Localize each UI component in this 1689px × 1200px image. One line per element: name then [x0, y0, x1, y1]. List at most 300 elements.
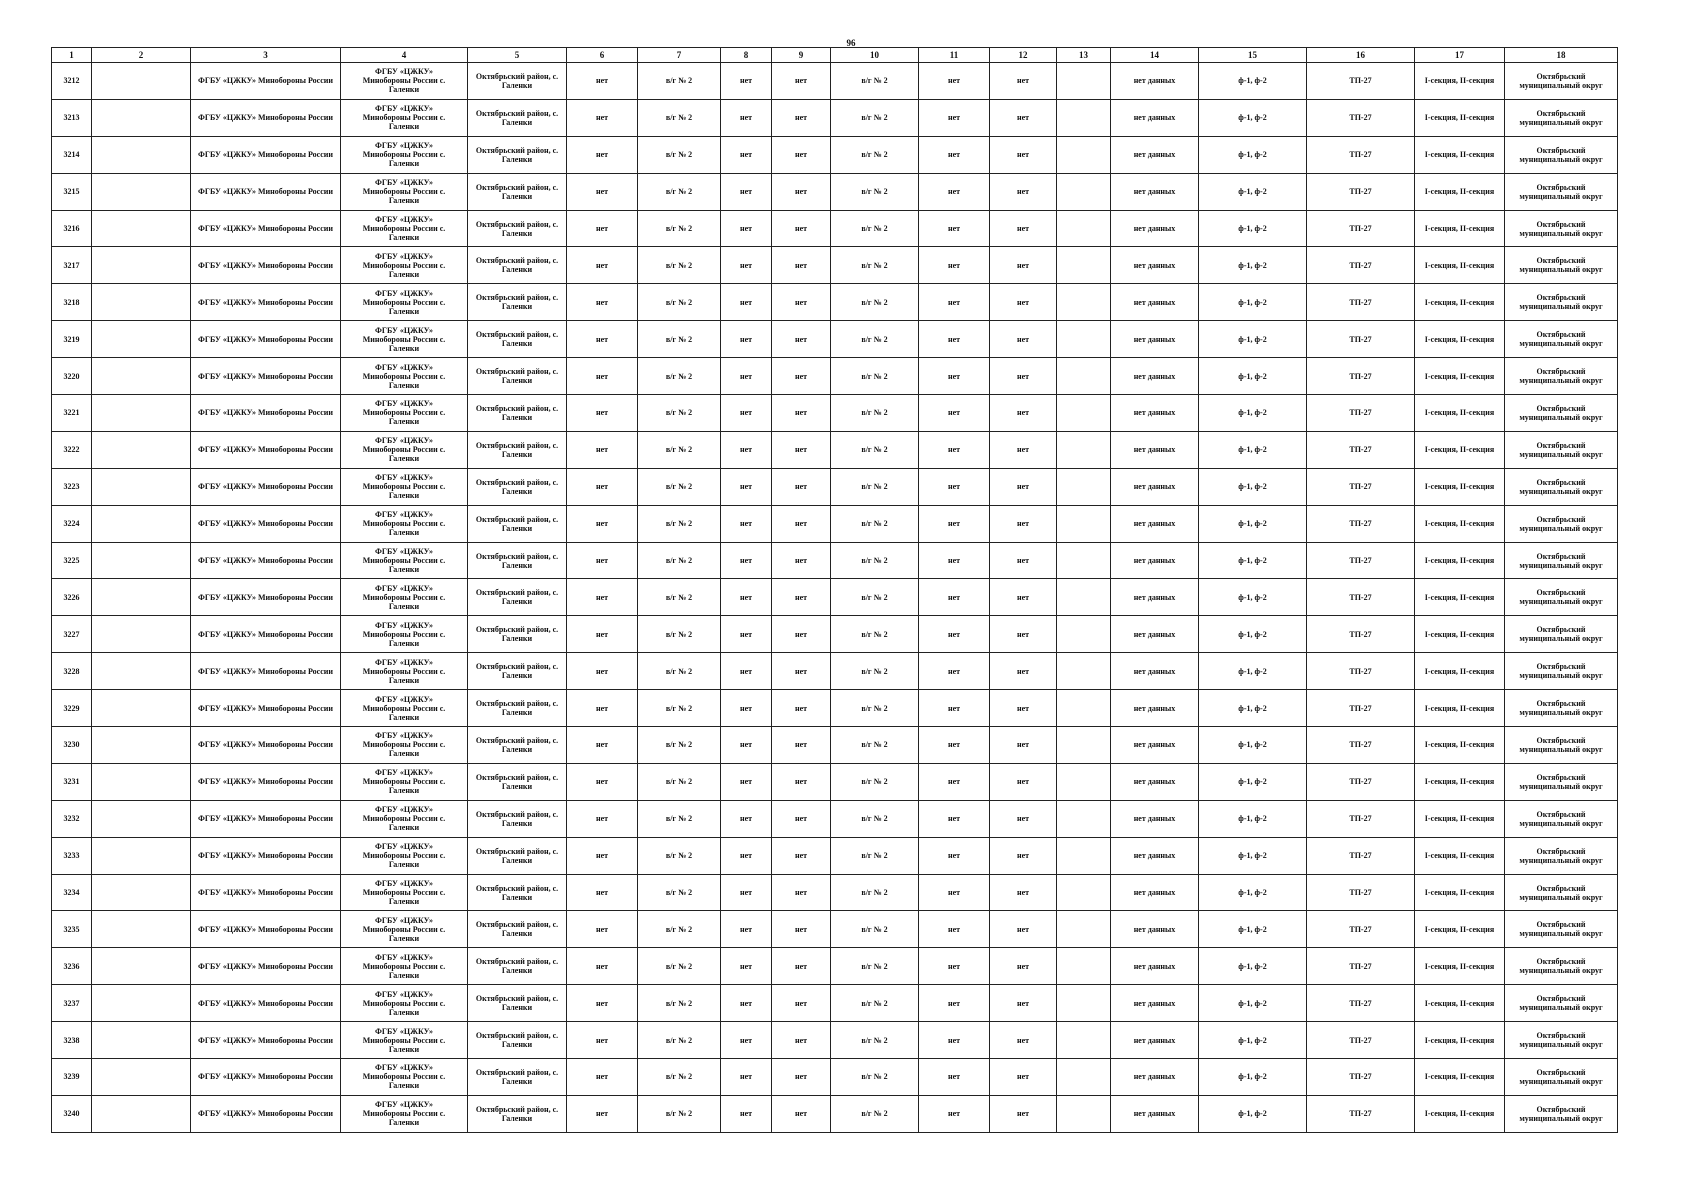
cell-col-13 — [1057, 1095, 1111, 1132]
cell-col-6: нет — [567, 727, 638, 764]
cell-substation: ТП-27 — [1307, 763, 1415, 800]
table-row — [52, 136, 1618, 173]
cell-col-14: нет данных — [1111, 247, 1199, 284]
operator-line: Галенки — [388, 675, 420, 685]
row-number: 3215 — [52, 173, 92, 210]
cell-address: Октябрьский район, с. Галенки — [468, 1022, 567, 1059]
cell-address: Октябрьский район, с. Галенки — [468, 173, 567, 210]
cell-col-11: нет — [919, 948, 990, 985]
cell-col-8: нет — [721, 1095, 772, 1132]
operator-line: Галенки — [388, 749, 420, 759]
cell-address: Октябрьский район, с. Галенки — [468, 358, 567, 395]
cell-col-11: нет — [919, 395, 990, 432]
cell-col-10: в/г № 2 — [831, 763, 919, 800]
cell-col-12: нет — [990, 136, 1057, 173]
operator-line: Галенки — [388, 601, 420, 611]
operator-line: Галенки — [388, 122, 420, 132]
cell-col-9: нет — [772, 1095, 831, 1132]
cell-col-13 — [1057, 727, 1111, 764]
cell-sections: I-секция, II-секция — [1415, 173, 1505, 210]
cell-operator — [341, 395, 468, 432]
row-number: 3213 — [52, 99, 92, 136]
cell-sections: I-секция, II-секция — [1415, 874, 1505, 911]
cell-feeders: ф-1, ф-2 — [1199, 616, 1307, 653]
cell-col-10: в/г № 2 — [831, 321, 919, 358]
cell-col-2 — [92, 431, 191, 468]
cell-col-13 — [1057, 247, 1111, 284]
cell-col-2 — [92, 284, 191, 321]
row-number: 3224 — [52, 505, 92, 542]
cell-feeders: ф-1, ф-2 — [1199, 727, 1307, 764]
cell-col-2 — [92, 1022, 191, 1059]
cell-col-6: нет — [567, 837, 638, 874]
cell-operator — [341, 358, 468, 395]
cell-col-8: нет — [721, 985, 772, 1022]
cell-substation: ТП-27 — [1307, 985, 1415, 1022]
cell-col-8: нет — [721, 284, 772, 321]
cell-organization: ФГБУ «ЦЖКУ» Минобороны России — [191, 247, 341, 284]
cell-col-9: нет — [772, 431, 831, 468]
cell-col-7: в/г № 2 — [638, 837, 721, 874]
cell-col-6: нет — [567, 616, 638, 653]
cell-organization: ФГБУ «ЦЖКУ» Минобороны России — [191, 653, 341, 690]
cell-sections: I-секция, II-секция — [1415, 321, 1505, 358]
cell-municipality: Октябрьский муниципальный округ — [1505, 579, 1618, 616]
cell-col-11: нет — [919, 874, 990, 911]
operator-line: ФГБУ «ЦЖКУ» — [375, 620, 433, 630]
cell-col-12: нет — [990, 1059, 1057, 1096]
cell-col-8: нет — [721, 948, 772, 985]
cell-col-13 — [1057, 63, 1111, 100]
table-row — [52, 173, 1618, 210]
cell-col-7: в/г № 2 — [638, 431, 721, 468]
cell-address: Октябрьский район, с. Галенки — [468, 948, 567, 985]
operator-line: Галенки — [388, 306, 420, 316]
operator-line: Минобороны России с. — [362, 556, 446, 566]
cell-sections: I-секция, II-секция — [1415, 985, 1505, 1022]
cell-operator — [341, 837, 468, 874]
column-header-15: 15 — [1199, 48, 1307, 63]
cell-col-14: нет данных — [1111, 874, 1199, 911]
cell-col-12: нет — [990, 358, 1057, 395]
column-header-10: 10 — [831, 48, 919, 63]
cell-col-12: нет — [990, 763, 1057, 800]
cell-feeders: ф-1, ф-2 — [1199, 431, 1307, 468]
cell-feeders: ф-1, ф-2 — [1199, 911, 1307, 948]
cell-operator — [341, 173, 468, 210]
cell-col-9: нет — [772, 985, 831, 1022]
cell-col-11: нет — [919, 505, 990, 542]
operator-line: Минобороны России с. — [362, 1035, 446, 1045]
cell-substation: ТП-27 — [1307, 468, 1415, 505]
cell-col-2 — [92, 985, 191, 1022]
cell-col-13 — [1057, 985, 1111, 1022]
row-number: 3219 — [52, 321, 92, 358]
cell-col-2 — [92, 173, 191, 210]
cell-col-11: нет — [919, 247, 990, 284]
cell-col-7: в/г № 2 — [638, 800, 721, 837]
cell-col-8: нет — [721, 800, 772, 837]
cell-col-12: нет — [990, 210, 1057, 247]
cell-substation: ТП-27 — [1307, 874, 1415, 911]
table-row — [52, 321, 1618, 358]
cell-municipality: Октябрьский муниципальный округ — [1505, 99, 1618, 136]
row-number: 3235 — [52, 911, 92, 948]
cell-operator — [341, 653, 468, 690]
operator-line: Минобороны России с. — [362, 297, 446, 307]
row-number: 3238 — [52, 1022, 92, 1059]
cell-col-6: нет — [567, 542, 638, 579]
cell-feeders: ф-1, ф-2 — [1199, 837, 1307, 874]
cell-col-7: в/г № 2 — [638, 542, 721, 579]
cell-col-10: в/г № 2 — [831, 579, 919, 616]
cell-address: Октябрьский район, с. Галенки — [468, 136, 567, 173]
cell-address: Октябрьский район, с. Галенки — [468, 911, 567, 948]
table-row — [52, 727, 1618, 764]
cell-col-12: нет — [990, 1095, 1057, 1132]
cell-col-14: нет данных — [1111, 63, 1199, 100]
cell-municipality: Октябрьский муниципальный округ — [1505, 136, 1618, 173]
cell-operator — [341, 616, 468, 653]
cell-col-10: в/г № 2 — [831, 1095, 919, 1132]
cell-address: Октябрьский район, с. Галенки — [468, 579, 567, 616]
cell-sections: I-секция, II-секция — [1415, 1059, 1505, 1096]
operator-line: ФГБУ «ЦЖКУ» — [375, 399, 433, 409]
row-number: 3218 — [52, 284, 92, 321]
cell-operator — [341, 431, 468, 468]
cell-col-6: нет — [567, 63, 638, 100]
cell-col-13 — [1057, 948, 1111, 985]
cell-col-12: нет — [990, 579, 1057, 616]
cell-col-14: нет данных — [1111, 800, 1199, 837]
cell-feeders: ф-1, ф-2 — [1199, 1059, 1307, 1096]
column-header-18: 18 — [1505, 48, 1618, 63]
cell-sections: I-секция, II-секция — [1415, 727, 1505, 764]
cell-col-12: нет — [990, 542, 1057, 579]
cell-organization: ФГБУ «ЦЖКУ» Минобороны России — [191, 948, 341, 985]
cell-substation: ТП-27 — [1307, 911, 1415, 948]
cell-col-8: нет — [721, 468, 772, 505]
column-header-2: 2 — [92, 48, 191, 63]
cell-col-11: нет — [919, 911, 990, 948]
page-number: 96 — [846, 38, 856, 48]
cell-col-7: в/г № 2 — [638, 1022, 721, 1059]
operator-line: ФГБУ «ЦЖКУ» — [375, 67, 433, 77]
operator-line: ФГБУ «ЦЖКУ» — [375, 1063, 433, 1073]
cell-col-13 — [1057, 505, 1111, 542]
cell-operator — [341, 874, 468, 911]
table-row — [52, 948, 1618, 985]
cell-col-13 — [1057, 99, 1111, 136]
cell-col-10: в/г № 2 — [831, 210, 919, 247]
cell-col-9: нет — [772, 653, 831, 690]
cell-municipality: Октябрьский муниципальный округ — [1505, 616, 1618, 653]
cell-substation: ТП-27 — [1307, 321, 1415, 358]
cell-col-10: в/г № 2 — [831, 653, 919, 690]
cell-municipality: Октябрьский муниципальный округ — [1505, 395, 1618, 432]
cell-col-2 — [92, 247, 191, 284]
cell-substation: ТП-27 — [1307, 653, 1415, 690]
cell-sections: I-секция, II-секция — [1415, 431, 1505, 468]
cell-col-10: в/г № 2 — [831, 837, 919, 874]
cell-organization: ФГБУ «ЦЖКУ» Минобороны России — [191, 763, 341, 800]
cell-address: Октябрьский район, с. Галенки — [468, 727, 567, 764]
cell-col-10: в/г № 2 — [831, 800, 919, 837]
cell-organization: ФГБУ «ЦЖКУ» Минобороны России — [191, 800, 341, 837]
operator-line: Галенки — [388, 196, 420, 206]
cell-operator — [341, 505, 468, 542]
cell-col-7: в/г № 2 — [638, 63, 721, 100]
cell-address: Октябрьский район, с. Галенки — [468, 837, 567, 874]
table-row — [52, 358, 1618, 395]
cell-municipality: Октябрьский муниципальный округ — [1505, 505, 1618, 542]
operator-line: ФГБУ «ЦЖКУ» — [375, 288, 433, 298]
operator-line: Минобороны России с. — [362, 371, 446, 381]
cell-col-11: нет — [919, 173, 990, 210]
cell-address: Октябрьский район, с. Галенки — [468, 468, 567, 505]
operator-line: Минобороны России с. — [362, 224, 446, 233]
cell-organization: ФГБУ «ЦЖКУ» Минобороны России — [191, 1095, 341, 1132]
cell-feeders: ф-1, ф-2 — [1199, 284, 1307, 321]
operator-line: Минобороны России с. — [362, 150, 446, 160]
cell-municipality: Октябрьский муниципальный округ — [1505, 358, 1618, 395]
cell-address: Октябрьский район, с. Галенки — [468, 690, 567, 727]
column-header-9: 9 — [772, 48, 831, 63]
cell-col-9: нет — [772, 800, 831, 837]
column-header-7: 7 — [638, 48, 721, 63]
cell-sections: I-секция, II-секция — [1415, 505, 1505, 542]
operator-line: Галенки — [388, 565, 420, 575]
cell-organization: ФГБУ «ЦЖКУ» Минобороны России — [191, 210, 341, 247]
cell-sections: I-секция, II-секция — [1415, 616, 1505, 653]
cell-col-6: нет — [567, 321, 638, 358]
table-row — [52, 1095, 1618, 1132]
cell-col-14: нет данных — [1111, 1022, 1199, 1059]
cell-operator — [341, 1095, 468, 1132]
cell-col-2 — [92, 321, 191, 358]
cell-col-2 — [92, 727, 191, 764]
cell-col-9: нет — [772, 63, 831, 100]
operator-line: ФГБУ «ЦЖКУ» — [375, 104, 433, 114]
cell-col-6: нет — [567, 468, 638, 505]
cell-address: Октябрьский район, с. Галенки — [468, 284, 567, 321]
operator-line: Минобороны России с. — [362, 740, 446, 750]
operator-line: Минобороны России с. — [362, 814, 446, 824]
operator-line: Минобороны России с. — [362, 888, 446, 898]
cell-col-10: в/г № 2 — [831, 136, 919, 173]
cell-col-11: нет — [919, 985, 990, 1022]
cell-col-8: нет — [721, 99, 772, 136]
operator-line: Галенки — [388, 1007, 420, 1017]
cell-col-14: нет данных — [1111, 616, 1199, 653]
cell-operator — [341, 284, 468, 321]
cell-col-7: в/г № 2 — [638, 173, 721, 210]
cell-operator — [341, 1022, 468, 1059]
cell-col-7: в/г № 2 — [638, 985, 721, 1022]
operator-line: Минобороны России с. — [362, 260, 446, 270]
cell-col-9: нет — [772, 948, 831, 985]
cell-organization: ФГБУ «ЦЖКУ» Минобороны России — [191, 173, 341, 210]
cell-organization: ФГБУ «ЦЖКУ» Минобороны России — [191, 395, 341, 432]
cell-col-14: нет данных — [1111, 911, 1199, 948]
cell-col-6: нет — [567, 505, 638, 542]
cell-col-8: нет — [721, 247, 772, 284]
cell-col-6: нет — [567, 284, 638, 321]
row-number: 3231 — [52, 763, 92, 800]
table-row — [52, 1059, 1618, 1096]
cell-col-6: нет — [567, 247, 638, 284]
cell-col-14: нет данных — [1111, 173, 1199, 210]
cell-col-11: нет — [919, 1095, 990, 1132]
cell-operator — [341, 948, 468, 985]
cell-feeders: ф-1, ф-2 — [1199, 985, 1307, 1022]
cell-municipality: Октябрьский муниципальный округ — [1505, 985, 1618, 1022]
cell-col-14: нет данных — [1111, 395, 1199, 432]
cell-operator — [341, 727, 468, 764]
operator-line: ФГБУ «ЦЖКУ» — [375, 473, 433, 483]
cell-col-10: в/г № 2 — [831, 247, 919, 284]
cell-address: Октябрьский район, с. Галенки — [468, 247, 567, 284]
column-header-1: 1 — [52, 48, 92, 63]
cell-operator — [341, 1059, 468, 1096]
cell-feeders: ф-1, ф-2 — [1199, 358, 1307, 395]
operator-line: Минобороны России с. — [362, 851, 446, 861]
column-header-14: 14 — [1111, 48, 1199, 63]
cell-feeders: ф-1, ф-2 — [1199, 395, 1307, 432]
cell-substation: ТП-27 — [1307, 247, 1415, 284]
column-header-17: 17 — [1415, 48, 1505, 63]
table-row — [52, 985, 1618, 1022]
cell-organization: ФГБУ «ЦЖКУ» Минобороны России — [191, 1059, 341, 1096]
cell-col-8: нет — [721, 358, 772, 395]
cell-feeders: ф-1, ф-2 — [1199, 99, 1307, 136]
registry-table — [51, 47, 1618, 1133]
cell-col-7: в/г № 2 — [638, 579, 721, 616]
cell-col-9: нет — [772, 99, 831, 136]
cell-col-2 — [92, 358, 191, 395]
operator-line: ФГБУ «ЦЖКУ» — [375, 657, 433, 667]
cell-col-9: нет — [772, 395, 831, 432]
cell-col-7: в/г № 2 — [638, 395, 721, 432]
cell-col-6: нет — [567, 874, 638, 911]
cell-sections: I-секция, II-секция — [1415, 284, 1505, 321]
operator-line: Минобороны России с. — [362, 519, 446, 529]
cell-feeders: ф-1, ф-2 — [1199, 173, 1307, 210]
cell-operator — [341, 468, 468, 505]
cell-substation: ТП-27 — [1307, 431, 1415, 468]
cell-municipality: Октябрьский муниципальный округ — [1505, 690, 1618, 727]
operator-line: Минобороны России с. — [362, 1072, 446, 1082]
cell-operator — [341, 210, 468, 247]
cell-organization: ФГБУ «ЦЖКУ» Минобороны России — [191, 690, 341, 727]
cell-operator — [341, 985, 468, 1022]
cell-sections: I-секция, II-секция — [1415, 395, 1505, 432]
cell-col-13 — [1057, 837, 1111, 874]
cell-col-14: нет данных — [1111, 468, 1199, 505]
cell-col-11: нет — [919, 431, 990, 468]
cell-substation: ТП-27 — [1307, 136, 1415, 173]
cell-col-11: нет — [919, 284, 990, 321]
cell-substation: ТП-27 — [1307, 99, 1415, 136]
cell-col-8: нет — [721, 616, 772, 653]
cell-address: Октябрьский район, с. Галенки — [468, 99, 567, 136]
cell-col-11: нет — [919, 690, 990, 727]
cell-municipality: Октябрьский муниципальный округ — [1505, 321, 1618, 358]
column-number-row — [52, 48, 1618, 63]
cell-col-7: в/г № 2 — [638, 911, 721, 948]
cell-substation: ТП-27 — [1307, 800, 1415, 837]
cell-substation: ТП-27 — [1307, 505, 1415, 542]
cell-address: Октябрьский район, с. Галенки — [468, 505, 567, 542]
table-row — [52, 431, 1618, 468]
cell-col-12: нет — [990, 948, 1057, 985]
cell-col-10: в/г № 2 — [831, 284, 919, 321]
cell-col-8: нет — [721, 1059, 772, 1096]
cell-municipality: Октябрьский муниципальный округ — [1505, 763, 1618, 800]
cell-sections: I-секция, II-секция — [1415, 690, 1505, 727]
cell-col-8: нет — [721, 690, 772, 727]
operator-line: ФГБУ «ЦЖКУ» — [375, 952, 433, 962]
cell-substation: ТП-27 — [1307, 837, 1415, 874]
cell-municipality: Октябрьский муниципальный округ — [1505, 874, 1618, 911]
operator-line: Галенки — [388, 823, 420, 833]
cell-col-13 — [1057, 321, 1111, 358]
cell-municipality: Октябрьский муниципальный округ — [1505, 284, 1618, 321]
cell-col-9: нет — [772, 321, 831, 358]
column-header-16: 16 — [1307, 48, 1415, 63]
cell-col-9: нет — [772, 284, 831, 321]
operator-line: Минобороны России с. — [362, 1109, 446, 1119]
cell-operator — [341, 136, 468, 173]
column-header-5: 5 — [468, 48, 567, 63]
cell-address: Октябрьский район, с. Галенки — [468, 653, 567, 690]
cell-col-12: нет — [990, 284, 1057, 321]
row-number: 3221 — [52, 395, 92, 432]
cell-col-6: нет — [567, 1095, 638, 1132]
cell-feeders: ф-1, ф-2 — [1199, 800, 1307, 837]
cell-col-2 — [92, 1059, 191, 1096]
cell-feeders: ф-1, ф-2 — [1199, 579, 1307, 616]
cell-feeders: ф-1, ф-2 — [1199, 1095, 1307, 1132]
cell-sections: I-секция, II-секция — [1415, 542, 1505, 579]
cell-col-13 — [1057, 616, 1111, 653]
cell-col-10: в/г № 2 — [831, 542, 919, 579]
cell-municipality: Октябрьский муниципальный округ — [1505, 837, 1618, 874]
row-number: 3225 — [52, 542, 92, 579]
operator-line: Минобороны России с. — [362, 592, 446, 602]
cell-col-14: нет данных — [1111, 690, 1199, 727]
cell-substation: ТП-27 — [1307, 616, 1415, 653]
cell-col-11: нет — [919, 358, 990, 395]
column-header-6: 6 — [567, 48, 638, 63]
cell-col-12: нет — [990, 874, 1057, 911]
cell-col-11: нет — [919, 800, 990, 837]
cell-col-14: нет данных — [1111, 358, 1199, 395]
cell-feeders: ф-1, ф-2 — [1199, 874, 1307, 911]
cell-col-9: нет — [772, 210, 831, 247]
operator-line: Минобороны России с. — [362, 703, 446, 713]
cell-col-9: нет — [772, 136, 831, 173]
cell-operator — [341, 763, 468, 800]
cell-sections: I-секция, II-секция — [1415, 1095, 1505, 1132]
cell-col-12: нет — [990, 431, 1057, 468]
cell-operator — [341, 542, 468, 579]
row-number: 3234 — [52, 874, 92, 911]
operator-line: Минобороны России с. — [362, 777, 446, 787]
cell-col-6: нет — [567, 173, 638, 210]
row-number: 3227 — [52, 616, 92, 653]
cell-col-13 — [1057, 763, 1111, 800]
